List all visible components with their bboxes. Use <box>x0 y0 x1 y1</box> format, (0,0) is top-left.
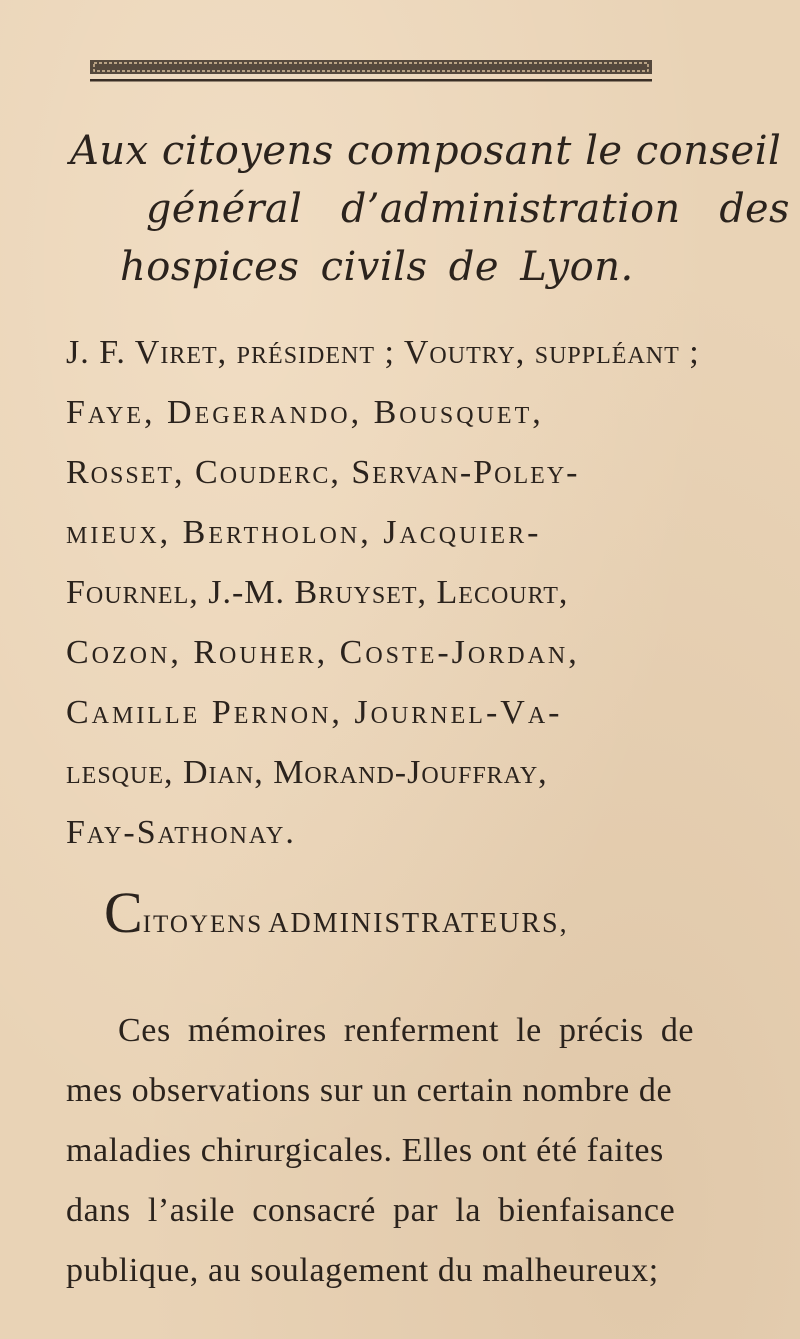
salutation-second-word: ADMINISTRATEURS, <box>268 908 569 939</box>
address-line-1: Aux citoyens composant le conseil <box>70 128 782 174</box>
members-line-5: Fournel, J.-M. Bruyset, Lecourt, <box>66 574 569 611</box>
salutation <box>104 880 569 945</box>
members-line-6: Cozon, Rouher, Coste-Jordan, <box>66 634 580 671</box>
members-line-7: Camille Pernon, Journel-Va- <box>66 694 563 731</box>
members-line-9: Fay-Sathonay. <box>66 814 296 851</box>
salutation-initial: C <box>104 880 143 945</box>
salutation-word: ITOYENS <box>142 911 264 938</box>
members-line-8: lesque, Dian, Morand-Jouffray, <box>66 754 548 791</box>
body-line-1: Ces mémoires renferment le précis de <box>118 1012 695 1049</box>
decorative-rule-icon <box>90 58 652 84</box>
address-line-2: général d’administration des <box>146 186 790 232</box>
body-line-2: mes observations sur un certain nombre de <box>66 1072 673 1109</box>
members-line-4: mieux, Bertholon, Jacquier- <box>66 514 542 551</box>
members-line-1: J. F. Viret, président ; Voutry, suppléant ; <box>66 334 700 371</box>
body-line-5: publique, au soulagement du malheureux; <box>66 1252 659 1289</box>
address-line-3: hospices civils de Lyon. <box>120 244 634 290</box>
body-line-3: maladies chirurgicales. Elles ont été faites <box>66 1132 664 1169</box>
members-line-3: Rosset, Couderc, Servan-Poley- <box>66 454 580 491</box>
members-line-2: Faye, Degerando, Bousquet, <box>66 394 544 431</box>
body-line-4: dans l’asile consacré par la bienfaisance <box>66 1192 676 1229</box>
